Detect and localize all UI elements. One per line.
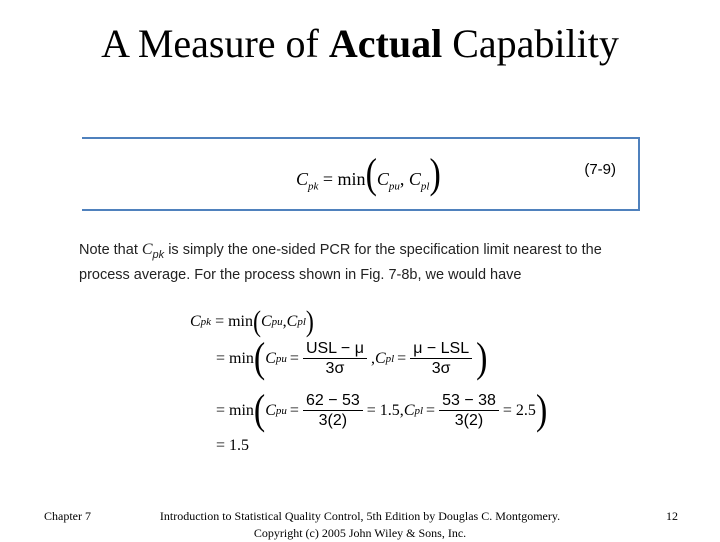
- line2-cpu: C: [265, 349, 276, 367]
- line3-eq: = min: [216, 401, 254, 419]
- line3-den1: 3(2): [318, 412, 348, 429]
- line3-num2: 53 − 38: [439, 391, 499, 411]
- derivation-line-4: [216, 437, 249, 455]
- note-paragraph: [79, 240, 649, 285]
- equation-box: [82, 137, 640, 211]
- line3-close-paren: ): [535, 386, 548, 433]
- line3-cpl-sub: pl: [414, 404, 424, 417]
- formula-arg2: C: [408, 169, 421, 189]
- line3-den2: 3(2): [454, 412, 484, 429]
- line1-close-paren: ): [305, 305, 314, 339]
- line1-cpl-sub: pl: [297, 316, 306, 328]
- line2-num2: μ − LSL: [410, 339, 472, 359]
- open-paren: (: [365, 151, 377, 198]
- line2-cpl: C: [374, 349, 386, 367]
- footer-citation-line-1: Introduction to Statistical Quality Control, 5th Edition by Douglas C. Montgomery.: [159, 509, 561, 523]
- line1-lhs: C: [190, 313, 201, 330]
- line2-equals: =: [289, 349, 299, 367]
- derivation-line-3: [216, 386, 548, 433]
- line2-cpl-sub: pl: [385, 352, 395, 365]
- line2-eq: = min: [216, 349, 254, 367]
- line2-frac-1: [303, 339, 367, 378]
- comma: ,: [399, 169, 409, 189]
- title-bold-word: Actual: [328, 21, 443, 66]
- line1-cpu: C: [260, 313, 272, 330]
- line1-open-paren: (: [252, 305, 261, 339]
- line2-close-paren: ): [476, 334, 488, 381]
- line3-val1: = 1.5,: [366, 401, 404, 419]
- line1-comma: ,: [282, 313, 287, 330]
- formula-lhs-sub: pk: [308, 180, 319, 193]
- line3-equals-2: =: [426, 401, 436, 419]
- line3-cpl: C: [403, 401, 415, 419]
- footer-citation: [150, 508, 570, 542]
- line3-cpu: C: [265, 401, 276, 419]
- line3-frac-2: [439, 391, 499, 430]
- line2-den2: 3σ: [431, 360, 451, 377]
- line1-cpl: C: [286, 313, 298, 330]
- line4-result: = 1.5: [216, 437, 250, 454]
- note-text-after: is simply the one-sided PCR for the specification limit nearest to the process average. For the process shown in Fig. 7-8b, we would have: [79, 242, 602, 283]
- formula-arg1-sub: pu: [388, 180, 400, 193]
- line3-open-paren: (: [253, 386, 266, 433]
- formula-arg1: C: [376, 169, 389, 189]
- formula-arg2-sub: pl: [420, 180, 430, 193]
- line2-equals-2: =: [397, 349, 407, 367]
- line2-den1: 3σ: [325, 360, 345, 377]
- line3-val2: = 2.5: [502, 401, 536, 419]
- line2-open-paren: (: [253, 334, 266, 381]
- cpk-formula: [296, 151, 441, 198]
- equation-number: (7-9): [584, 161, 616, 178]
- line1-eq: = min: [215, 313, 253, 330]
- line3-num1: 62 − 53: [303, 391, 363, 411]
- line3-frac-1: [303, 391, 363, 430]
- title-part-2: Capability: [442, 21, 619, 66]
- derivation-line-2: [216, 334, 488, 381]
- note-symbol: C: [141, 241, 153, 258]
- line2-num1: USL − μ: [303, 339, 367, 359]
- note-symbol-sub: pk: [152, 248, 165, 261]
- footer-chapter: Chapter 7: [44, 509, 91, 523]
- line2-comma: ,: [370, 349, 375, 367]
- footer-page-number: 12: [666, 509, 678, 523]
- footer-citation-line-2: Copyright (c) 2005 John Wiley & Sons, Inc.: [253, 526, 467, 540]
- line1-lhs-sub: pk: [200, 316, 212, 328]
- close-paren: ): [429, 151, 441, 198]
- title-part-1: A Measure of: [101, 21, 329, 66]
- formula-min: = min: [318, 169, 366, 189]
- line1-cpu-sub: pu: [271, 316, 283, 328]
- slide-title: [0, 18, 720, 70]
- line2-cpu-sub: pu: [275, 352, 287, 365]
- derivation-line-1: [190, 305, 314, 339]
- note-text-before: Note that: [79, 242, 142, 258]
- line3-equals: =: [289, 401, 299, 419]
- line2-frac-2: [410, 339, 472, 378]
- line3-cpu-sub: pu: [275, 404, 287, 417]
- formula-lhs: C: [296, 169, 309, 189]
